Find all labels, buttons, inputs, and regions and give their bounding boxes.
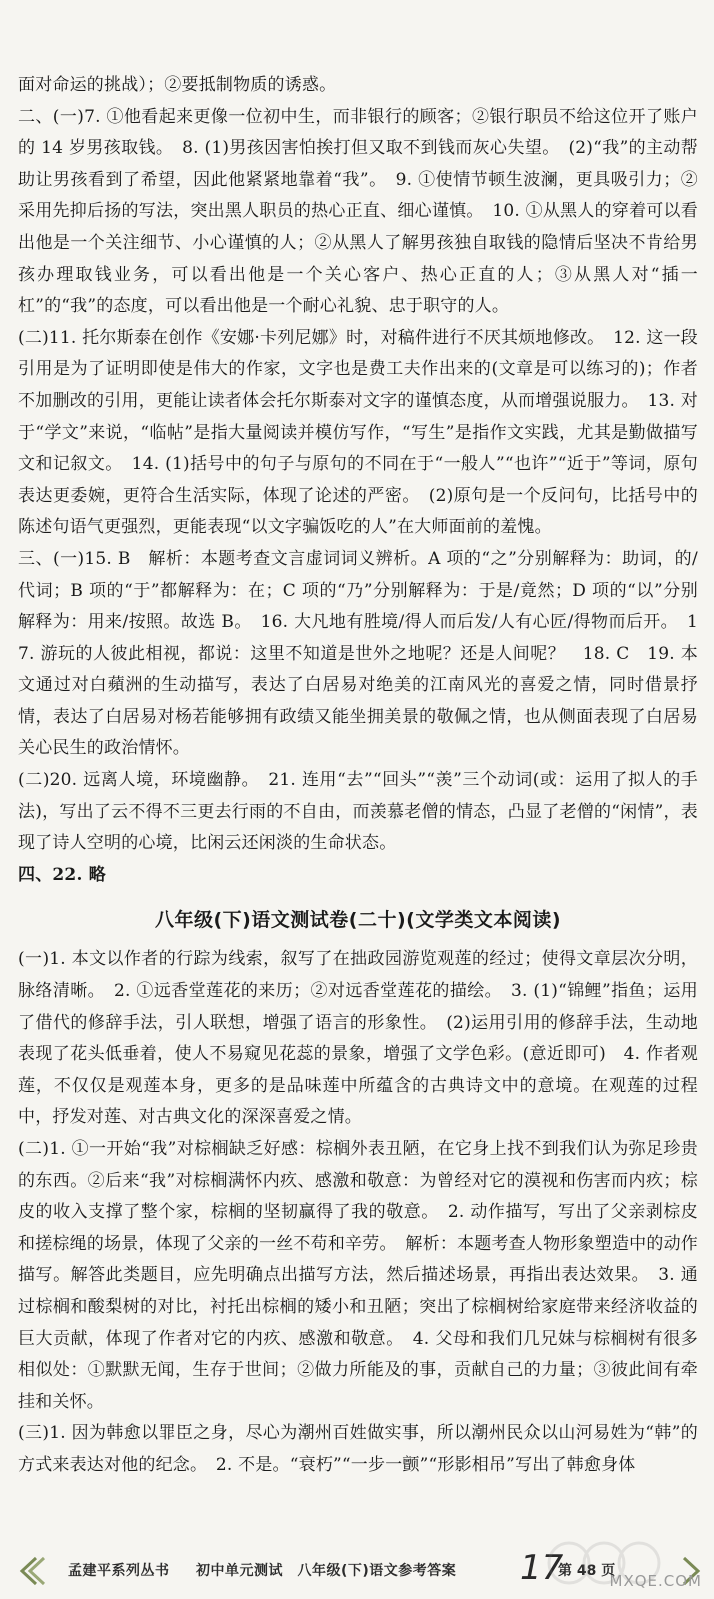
footer-page-number: 第 48 页 [558,1563,616,1579]
paragraph-1: 面对命运的挑战）；②要抵制物质的诱惑。 [18,75,337,95]
watermark-text: MXQE.COM [609,1572,702,1590]
paragraph-2: 二、(一)7. ①他看起来更像一位初中生，而非银行的顾客；②银行职员不给这位开了账户的 14 岁男孩取钱。 8. (1)男孩因害怕挨打但又取不到钱而灰心失望。 (2)“我”的主动帮助让男孩看到了希望，因此他紧紧地靠着“我”。 9. ①使情节顿生波澜，更具吸引力；②采用先抑后扬的写法，突出黑人职员的热心正直、细心谨慎。 10. ①从黑人的穿着可以看出他是一个关注细节、小心谨慎的人；②从黑人了解男孩独自取钱的隐情后坚决不肯给男孩办理取钱业务，可以看出他是一个关心客户、热心正直的人；③从黑人对“插一杠”的“我”的态度，可以看出他是一个耐心礼貌、忠于职守的人。 [18,106,698,317]
paragraph-5: (二)20. 远离人境，环境幽静。 21. 连用“去”“回头”“羡”三个动词(或：运用了拟人的手法)，写出了云不得不三更去行雨的不自由，而羡慕老僧的情态，凸显了老僧的“闲情”，表现了诗人空明的心境，比闲云还闲淡的生命状态。 [18,770,698,854]
answer-content [18,70,698,1482]
chevron-left-icon [14,1554,48,1588]
handwritten-page-number: 17 [520,1548,564,1588]
footer-series: 孟建平系列丛书 [68,1563,170,1579]
paragraph-8: (二)1. ①一开始“我”对棕榈缺乏好感：棕榈外表丑陋，在它身上找不到我们认为弥足珍贵的东西。②后来“我”对棕榈满怀内疚、感激和敬意：为曾经对它的漠视和伤害而内疚；棕皮的收入支撑了整个家，棕榈的坚韧赢得了我的敬意。 2. 动作描写，写出了父亲剥棕皮和搓棕绳的场景，体现了父亲的一丝不苟和辛劳。 解析：本题考查人物形象塑造中的动作描写。解答此类题目，应先明确点出描写方法，然后描述场景，再指出表达效果。 3. 通过棕榈和酸梨树的对比，衬托出棕榈的矮小和丑陋；突出了棕榈树给家庭带来经济收益的巨大贡献，体现了作者对它的内疚、感激和敬意。 4. 父母和我们几兄妹与棕榈树有很多相似处：①默默无闻，生存于世间；②做力所能及的事，贡献自己的力量；③彼此间有牵挂和关怀。 [18,1139,698,1412]
section-title: 八年级(下)语文测试卷(二十)(文学类文本阅读) [154,909,562,932]
paragraph-4: 三、(一)15. B 解析：本题考查文言虚词词义辨析。A 项的“之”分别解释为：助词，的/代词；B 项的“于”都解释为：在；C 项的“乃”分别解释为：于是/竟然；D 项的“以”分别解释为：用来/按照。故选 B。 16. 大凡地有胜境/得人而后发/人有心匠/得物而后开。 17. 游玩的人彼此相视，都说：这里不知道是世外之地呢？还是人间呢？ 18. C 19. 本文通过对白蘋洲的生动描写，表达了白居易对绝美的江南风光的喜爱之情，同时借景抒情，表达了白居易对杨若能够拥有政绩又能坐拥美景的敬佩之情，也从侧面表现了白居易关心民生的政治情怀。 [18,548,698,759]
footer-book-title: 初中单元测试 八年级(下)语文参考答案 [196,1563,457,1579]
paragraph-3: (二)11. 托尔斯泰在创作《安娜·卡列尼娜》时，对稿件进行不厌其烦地修改。 12. 这一段引用是为了证明即使是伟大的作家，文字也是费工夫作出来的(文章是可以练习的)；作者不加删改的引用，更能让读者体会托尔斯泰对文字的谨慎态度，从而增强说服力。 13. 对于“学文”来说，“临帖”是指大量阅读并模仿写作，“写生”是指作文实践，尤其是勤做描写文和记叙文。 14. (1)括号中的句子与原句的不同在于“一般人”“也许”“近于”等词，原句表达更委婉，更符合生活实际，体现了论述的严密。 (2)原句是一个反问句，比括号中的陈述句语气更强烈，更能表现“以文字骗饭吃的人”在大师面前的羞愧。 [18,327,698,538]
paragraph-6: 四、22. 略 [18,864,106,885]
paragraph-9: (三)1. 因为韩愈以罪臣之身，尽心为潮州百姓做实事，所以潮州民众以山河易姓为“韩”的方式来表达对他的纪念。 2. 不是。“衰朽”“一步一颤”“形影相吊”写出了韩愈身体 [18,1423,698,1475]
paragraph-7: (一)1. 本文以作者的行踪为线索，叙写了在拙政园游览观莲的经过；使得文章层次分明，脉络清晰。 2. ①远香堂莲花的来历；②对远香堂莲花的描绘。 3. (1)“锦鲤”指鱼；运用了借代的修辞手法，引人联想，增强了语言的形象性。 (2)运用引用的修辞手法，生动地表现了花头低垂着，使人不易窥见花蕊的景象，增强了文学色彩。(意近即可) 4. 作者观莲，不仅仅是观莲本身，更多的是品味莲中所蕴含的古典诗文中的意境。在观莲的过程中，抒发对莲、对古典文化的深深喜爱之情。 [18,949,698,1128]
